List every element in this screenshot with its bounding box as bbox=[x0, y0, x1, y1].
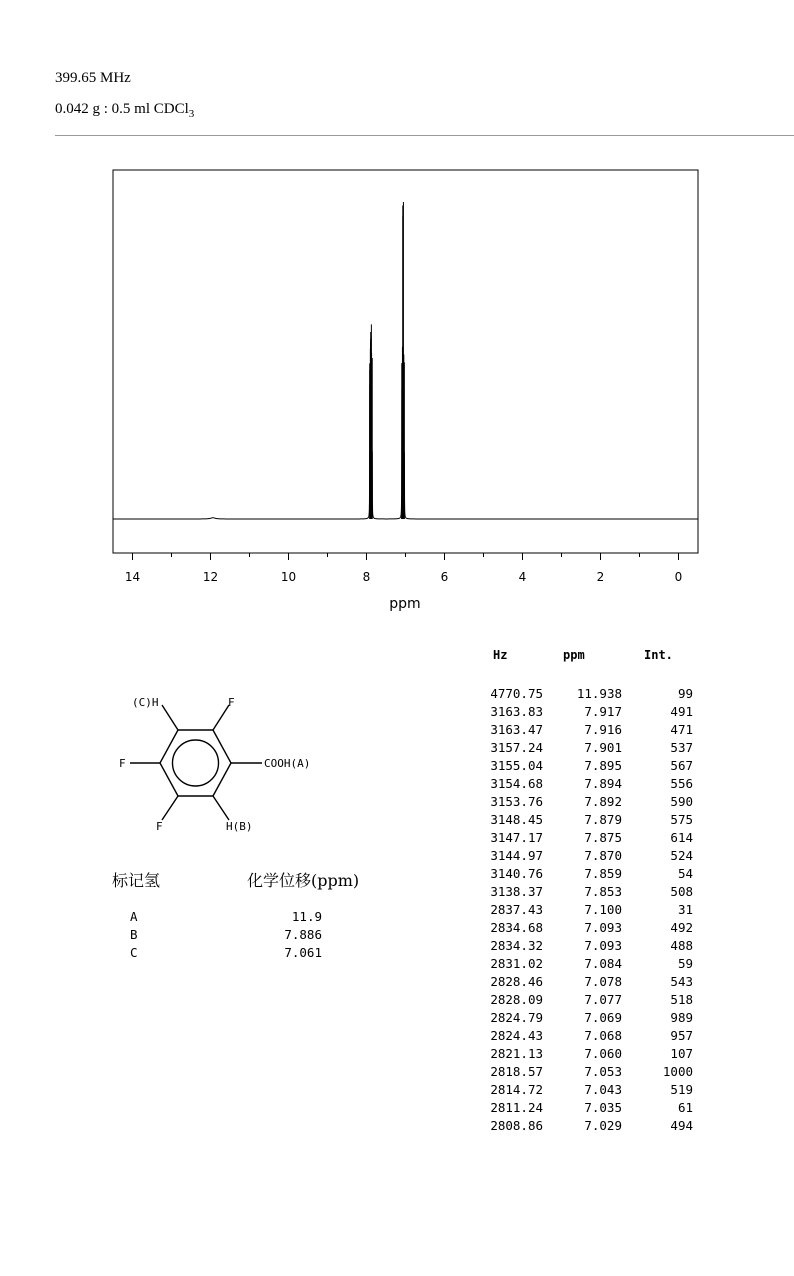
cell-hz: 2824.79 bbox=[490, 1010, 543, 1025]
label-f-left: F bbox=[119, 757, 126, 770]
table-row bbox=[460, 758, 700, 776]
label-hb: H(B) bbox=[226, 820, 253, 833]
cell-ppm: 7.859 bbox=[584, 866, 622, 881]
table-row bbox=[460, 830, 700, 848]
molecule-structure bbox=[110, 688, 350, 838]
assignment-label: A bbox=[130, 909, 138, 924]
spectrum-trace bbox=[113, 362, 698, 519]
assignment-label: B bbox=[130, 927, 138, 942]
assignment-shift: 11.9 bbox=[291, 909, 322, 924]
assignment-header-shift: 化学位移(ppm) bbox=[247, 871, 360, 890]
bond-h-b bbox=[213, 796, 229, 820]
cell-int: 519 bbox=[670, 1082, 693, 1097]
table-row bbox=[460, 1028, 700, 1046]
cell-int: 508 bbox=[670, 884, 693, 899]
cell-ppm: 7.894 bbox=[584, 776, 622, 791]
x-axis bbox=[125, 553, 682, 584]
table-row bbox=[460, 794, 700, 812]
x-tick-label: 4 bbox=[518, 570, 527, 584]
col-header-ppm: ppm bbox=[563, 648, 585, 662]
cell-int: 61 bbox=[677, 1100, 693, 1115]
table-row bbox=[460, 848, 700, 866]
table-row bbox=[460, 902, 700, 920]
cell-ppm: 7.068 bbox=[584, 1028, 622, 1043]
cell-int: 590 bbox=[670, 794, 693, 809]
cell-int: 543 bbox=[670, 974, 693, 989]
cell-ppm: 7.053 bbox=[584, 1064, 622, 1079]
x-tick-label: 2 bbox=[596, 570, 605, 584]
cell-hz: 2834.68 bbox=[490, 920, 543, 935]
table-row bbox=[460, 740, 700, 758]
cell-int: 488 bbox=[670, 938, 693, 953]
x-tick-label: 0 bbox=[674, 570, 683, 584]
cell-int: 31 bbox=[677, 902, 693, 917]
cell-hz: 2811.24 bbox=[490, 1100, 543, 1115]
cell-ppm: 7.870 bbox=[584, 848, 622, 863]
cell-int: 537 bbox=[670, 740, 693, 755]
table-row bbox=[460, 992, 700, 1010]
table-row bbox=[460, 704, 700, 722]
cell-int: 957 bbox=[670, 1028, 693, 1043]
table-row bbox=[460, 812, 700, 830]
peak-lines bbox=[370, 202, 405, 519]
label-ch: (C)H bbox=[132, 696, 159, 709]
cell-ppm: 7.892 bbox=[584, 794, 622, 809]
cell-ppm: 7.879 bbox=[584, 812, 622, 827]
table-row bbox=[460, 1046, 700, 1064]
cell-ppm: 7.901 bbox=[584, 740, 622, 755]
cell-hz: 3153.76 bbox=[490, 794, 543, 809]
cell-hz: 3155.04 bbox=[490, 758, 543, 773]
cell-hz: 2814.72 bbox=[490, 1082, 543, 1097]
cell-hz: 3147.17 bbox=[490, 830, 543, 845]
x-tick-label: 6 bbox=[440, 570, 449, 584]
cell-hz: 3163.47 bbox=[490, 722, 543, 737]
cell-hz: 2828.09 bbox=[490, 992, 543, 1007]
cell-int: 99 bbox=[677, 686, 693, 701]
cell-int: 492 bbox=[670, 920, 693, 935]
label-cooh: COOH(A) bbox=[264, 757, 311, 770]
cell-hz: 2834.32 bbox=[490, 938, 543, 953]
cell-hz: 3154.68 bbox=[490, 776, 543, 791]
table-row bbox=[460, 722, 700, 740]
cell-hz: 3140.76 bbox=[490, 866, 543, 881]
assignment-shift: 7.061 bbox=[284, 945, 322, 960]
cell-int: 491 bbox=[670, 704, 693, 719]
cell-int: 518 bbox=[670, 992, 693, 1007]
table-row bbox=[460, 1118, 700, 1136]
cell-ppm: 7.093 bbox=[584, 920, 622, 935]
table-row bbox=[460, 776, 700, 794]
x-tick-label: 8 bbox=[362, 570, 371, 584]
cell-ppm: 7.853 bbox=[584, 884, 622, 899]
cell-ppm: 7.043 bbox=[584, 1082, 622, 1097]
assignment-label: C bbox=[130, 945, 138, 960]
cell-ppm: 7.078 bbox=[584, 974, 622, 989]
bond-h-c bbox=[162, 705, 178, 730]
cell-hz: 3157.24 bbox=[490, 740, 543, 755]
table-row bbox=[460, 866, 700, 884]
cell-ppm: 7.093 bbox=[584, 938, 622, 953]
cell-ppm: 7.035 bbox=[584, 1100, 622, 1115]
cell-hz: 2828.46 bbox=[490, 974, 543, 989]
cell-int: 59 bbox=[677, 956, 693, 971]
label-f-bottom: F bbox=[156, 820, 163, 833]
cell-hz: 2831.02 bbox=[490, 956, 543, 971]
cell-ppm: 7.069 bbox=[584, 1010, 622, 1025]
cell-ppm: 7.029 bbox=[584, 1118, 622, 1133]
cell-ppm: 7.916 bbox=[584, 722, 622, 737]
plot-frame bbox=[113, 170, 698, 553]
cell-ppm: 7.084 bbox=[584, 956, 622, 971]
cell-ppm: 7.100 bbox=[584, 902, 622, 917]
cell-hz: 2808.86 bbox=[490, 1118, 543, 1133]
cell-ppm: 7.077 bbox=[584, 992, 622, 1007]
x-axis-label: ppm bbox=[389, 596, 421, 612]
cell-int: 567 bbox=[670, 758, 693, 773]
cell-int: 614 bbox=[670, 830, 693, 845]
aromatic-circle bbox=[173, 740, 219, 786]
cell-int: 54 bbox=[677, 866, 693, 881]
sample-subscript: 3 bbox=[188, 108, 195, 120]
cell-ppm: 7.060 bbox=[584, 1046, 622, 1061]
cell-ppm: 7.917 bbox=[584, 704, 622, 719]
table-row bbox=[460, 1082, 700, 1100]
table-row bbox=[460, 1064, 700, 1082]
cell-int: 575 bbox=[670, 812, 693, 827]
cell-int: 494 bbox=[670, 1118, 693, 1133]
cell-ppm: 11.938 bbox=[576, 686, 622, 701]
cell-hz: 2837.43 bbox=[490, 902, 543, 917]
cell-hz: 2821.13 bbox=[490, 1046, 543, 1061]
cell-ppm: 7.895 bbox=[584, 758, 622, 773]
table-row bbox=[460, 884, 700, 902]
x-tick-label: 12 bbox=[202, 570, 219, 584]
table-row bbox=[460, 956, 700, 974]
cell-hz: 2824.43 bbox=[490, 1028, 543, 1043]
cell-int: 524 bbox=[670, 848, 693, 863]
table-row bbox=[460, 938, 700, 956]
bond-f-top bbox=[213, 705, 229, 730]
table-row bbox=[460, 686, 700, 704]
col-header-hz: Hz bbox=[493, 648, 508, 662]
cell-hz: 3144.97 bbox=[490, 848, 543, 863]
cell-ppm: 7.875 bbox=[584, 830, 622, 845]
cell-hz: 4770.75 bbox=[490, 686, 543, 701]
table-row bbox=[460, 1010, 700, 1028]
label-f-top: F bbox=[228, 696, 235, 709]
bond-f-bottom bbox=[162, 796, 178, 820]
cell-hz: 3148.45 bbox=[490, 812, 543, 827]
cell-int: 556 bbox=[670, 776, 693, 791]
sample-text: 0.042 g : 0.5 ml CDCl bbox=[55, 101, 189, 117]
cell-int: 989 bbox=[670, 1010, 693, 1025]
col-header-int: Int. bbox=[644, 648, 673, 662]
spectrometer-frequency: 399.65 MHz bbox=[55, 70, 131, 86]
x-tick-label: 14 bbox=[124, 570, 141, 584]
x-tick-label: 10 bbox=[280, 570, 297, 584]
cell-int: 1000 bbox=[662, 1064, 693, 1079]
cell-hz: 2818.57 bbox=[490, 1064, 543, 1079]
table-row bbox=[460, 1100, 700, 1118]
assignment-shift: 7.886 bbox=[284, 927, 322, 942]
cell-int: 107 bbox=[670, 1046, 693, 1061]
assignment-header-label: 标记氢 bbox=[112, 871, 161, 890]
cell-hz: 3138.37 bbox=[490, 884, 543, 899]
table-row bbox=[460, 974, 700, 992]
cell-int: 471 bbox=[670, 722, 693, 737]
table-row bbox=[460, 920, 700, 938]
cell-hz: 3163.83 bbox=[490, 704, 543, 719]
